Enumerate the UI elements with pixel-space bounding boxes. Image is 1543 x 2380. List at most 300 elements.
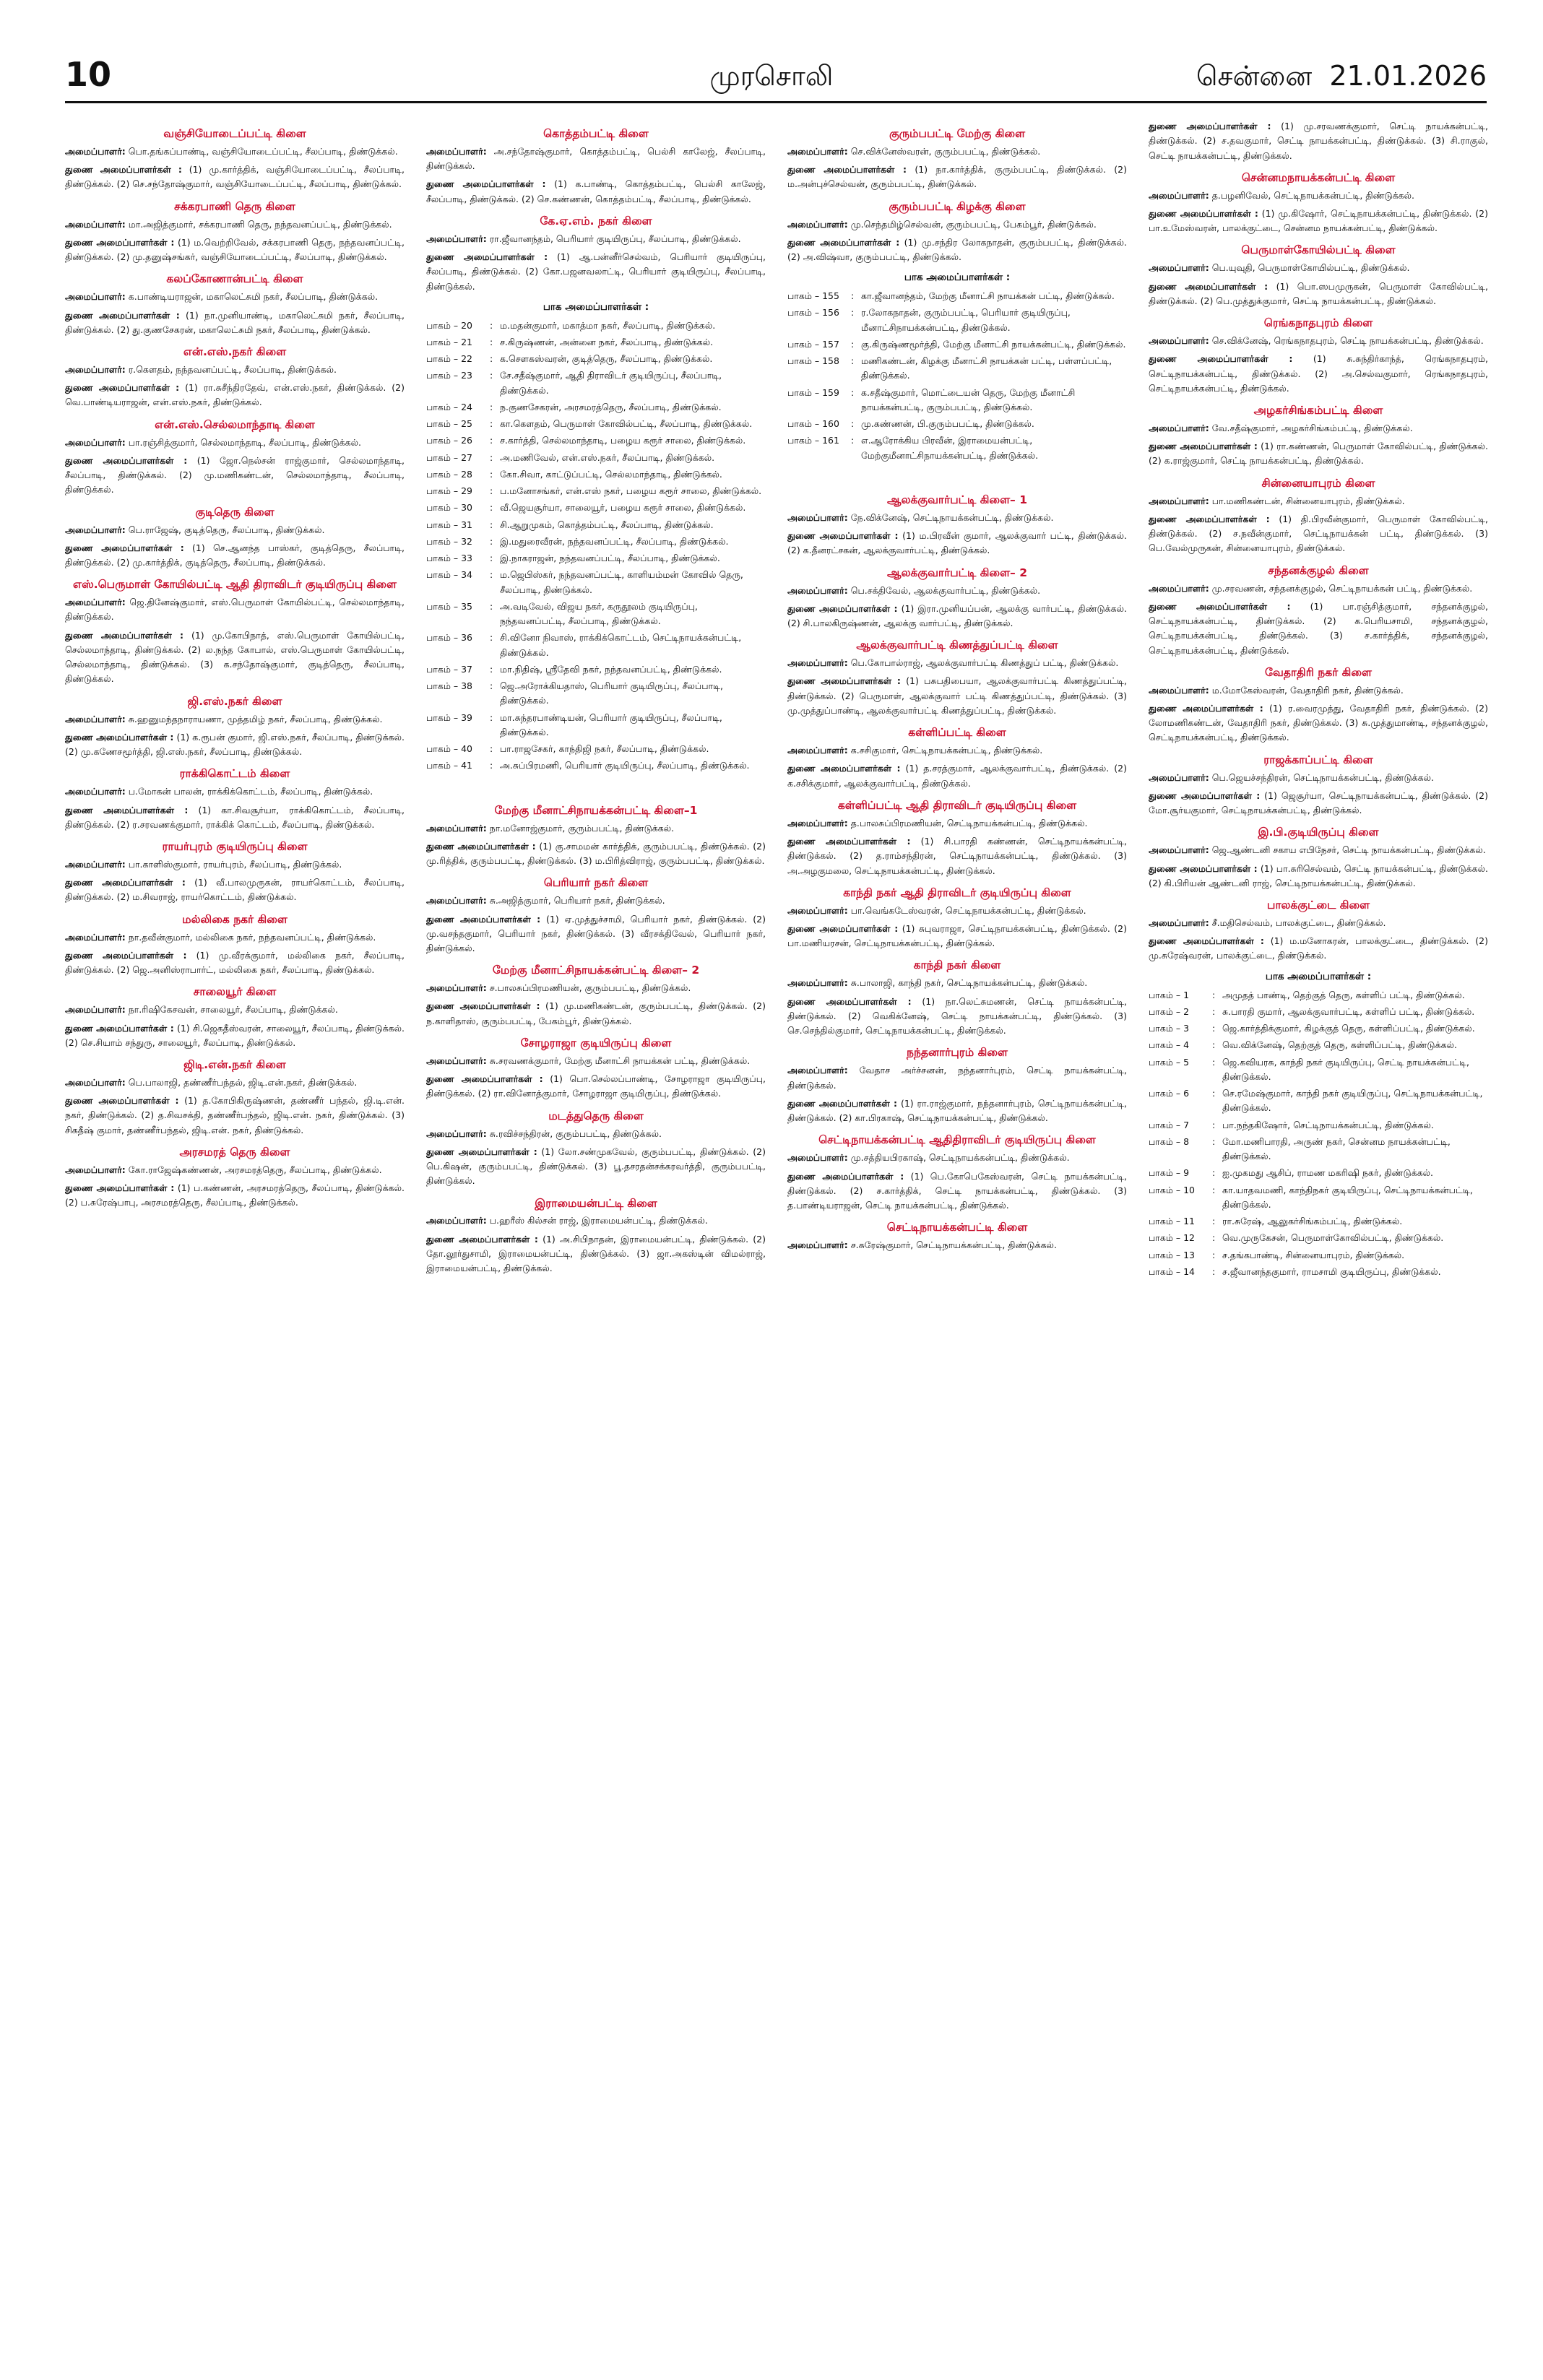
booth-number: பாகம் – 23: [426, 370, 472, 381]
deputy-organisers-label: துணை அமைப்பாளர்கள் :: [1149, 862, 1258, 874]
booth-colon: :: [490, 743, 493, 755]
organiser-label: அமைப்பாளர்:: [65, 1164, 126, 1175]
deputy-organisers-entry: [1149, 352, 1488, 396]
booth-organiser: கா.யாதவமணி, காந்திநகர் குடியிருப்பு, செட்டிநாயக்கன்பட்டி, திண்டுக்கல்.: [1222, 1184, 1473, 1210]
booth-colon: :: [490, 451, 493, 463]
organiser-name: அ.சந்தோஷ்குமார், கொத்தம்பட்டி, பெல்சி காலேஜ், சீலப்பாடி, திண்டுக்கல்.: [426, 145, 766, 172]
booth-colon: :: [490, 553, 493, 564]
deputy-organisers-entry: [426, 1232, 766, 1276]
booth-organiser: கா.ஜீவானந்தம், மேற்கு மீனாட்சி நாயக்கன் பட்டி, திண்டுக்கல்.: [861, 290, 1115, 302]
organiser-entry: [1149, 771, 1488, 785]
booth-organiser: ரா.சுரேஷ், ஆலுகர்சிங்கம்பட்டி, திண்டுக்கல்.: [1222, 1216, 1403, 1227]
deputy-organisers-label: துணை அமைப்பாளர்கள் :: [426, 1146, 537, 1157]
booth-row: [1149, 1021, 1488, 1036]
deputy-organisers-label: துணை அமைப்பாளர்கள் :: [1149, 121, 1271, 131]
deputy-organisers-names: (1) ர.வைரமுத்து, வேதாதிரி நகர், திண்டுக்கல். (2) லோமணிகண்டன், வேதாதிரி நகர், திண்டுக்கல். (3) சு.முத்துமாண்டி, சந்தனக்குழல், செட்டிநாயக்கன்பட்டி, திண்டுக்கல்.: [1149, 702, 1488, 743]
branch-title: மல்லிகை நகர் கிளை: [182, 912, 288, 926]
deputy-organisers-label: துணை அமைப்பாளர்கள் :: [787, 1170, 904, 1182]
booth-number: பாகம் – 38: [426, 680, 472, 692]
branch-section: [787, 199, 1127, 265]
deputy-organisers-names: (1) த.கோபிகிருஷ்ணன், தண்ணீர் பந்தல், ஜி.டி.என். நகர், திண்டுக்கல். (2) த.சிவசக்தி, தண்ணீர்பந்தல், ஜிடி.என். நகர், திண்டுக்கல். (3) சிகதீஷ் குமார், தண்ணீர்பந்தல், ஜிடி.என். நகர், திண்டுக்கல்.: [65, 1095, 405, 1135]
deputy-organisers-label: துணை அமைப்பாளர்கள் :: [65, 382, 180, 394]
deputy-organisers-label: துணை அமைப்பாளர்கள் :: [65, 542, 184, 553]
booth-number: பாகம் – 11: [1149, 1216, 1195, 1227]
booth-organiser: ஜெ.அரோக்கியதாஸ், பெரியார் குடியிருப்பு, சீலப்பாடி, திண்டுக்கல்.: [500, 680, 723, 706]
organiser-entry: [65, 784, 405, 799]
branch-title: கொத்தம்பட்டி கிளை: [543, 127, 649, 140]
booth-organiser: கு.கிருஷ்ணமூர்த்தி, மேற்கு மீனாட்சி நாயக்கன்பட்டி, திண்டுக்கல்.: [861, 338, 1126, 350]
deputy-organisers-entry: [1149, 789, 1488, 818]
booth-number: பாகம் – 40: [426, 743, 472, 755]
deputy-organisers-names: (1) க.ரூபன் குமார், ஜி.எஸ்.நகர், சீலப்பாடி, திண்டுக்கல். (2) மு.கணேசமூர்த்தி, ஜி.எஸ்.நகர், சீலப்பாடி, திண்டுக்கல்.: [65, 731, 405, 758]
booth-organiser: மணிகண்டன், கிழக்கு மீனாட்சி நாயக்கன் பட்டி, பள்ளப்பட்டி, திண்டுக்கல்.: [861, 355, 1112, 381]
organiser-label: அமைப்பாளர்:: [65, 218, 126, 230]
booth-row: [787, 289, 1127, 303]
booth-colon: :: [490, 370, 493, 381]
deputy-organisers-names: (1) தி.பிரவீன்குமார், பெருமாள் கோவில்பட்டி, திண்டுக்கல். (2) ச.நவீன்குமார், செட்டிநாயக்கன் பட்டி, திண்டுக்கல். (3) பெ.வேல்முருகன், சின்னையாபுரம், திண்டுக்கல்.: [1149, 513, 1488, 554]
organiser-label: அமைப்பாளர்:: [787, 584, 848, 596]
booth-number: பாகம் – 37: [426, 663, 472, 675]
booth-colon: :: [851, 290, 855, 302]
branch-title: கள்ளிப்பட்டி கிளை: [908, 726, 1006, 740]
organiser-name: க.பாண்டியராஜன், மகாலெட்சுமி நகர், சீலப்பாடி, திண்டுக்கல்.: [128, 291, 379, 303]
deputy-organisers-entry: [1149, 862, 1488, 891]
deputy-organisers-entry: [426, 1145, 766, 1189]
organiser-entry: [426, 893, 766, 908]
booth-number: பாகம் – 2: [1149, 1005, 1190, 1017]
booth-number: பாகம் – 10: [1149, 1184, 1195, 1195]
deputy-organisers-label: துணை அமைப்பாளர்கள் :: [65, 309, 180, 321]
deputy-organisers-names: (1) மு.சரவணக்குமார், செட்டி நாயக்கன்பட்டி, திண்டுக்கல். (2) ச.தவகுமார், செட்டி நாயக்கன்பட்டி, திண்டுக்கல். (3) சி.ராகுல், செட்டி நாயக்கன்பட்டி, திண்டுக்கல்.: [1149, 121, 1488, 161]
branch-title: கள்ளிப்பட்டி ஆதி திராவிடர் குடியிருப்பு கிளை: [837, 798, 1077, 812]
branch-section: [426, 875, 766, 956]
deputy-organisers-entry: [787, 235, 1127, 265]
booth-number: பாகம் – 25: [426, 418, 472, 430]
organiser-entry: [787, 976, 1127, 990]
deputy-organisers-entry: [1149, 280, 1488, 309]
booth-organiser: சே.சதீஷ்குமார், ஆதி திராவிடர் குடியிருப்பு, சீலப்பாடி, திண்டுக்கல்.: [500, 370, 722, 396]
organiser-name: வே.சதீஷ்குமார், அழகர்சிங்கம்பட்டி, திண்டுக்கல்.: [1211, 422, 1413, 433]
booth-number: பாகம் – 22: [426, 353, 472, 365]
booth-row: [1149, 1005, 1488, 1019]
branch-title: ராக்கிகொட்டம் கிளை: [179, 767, 290, 781]
deputy-organisers-names: (1) பசுபதிபையா, ஆலக்குவார்பட்டி கிணத்துப்பட்டி, திண்டுக்கல். (2) பெருமாள், ஆலக்குவார் பட்டி கிணத்துப்பட்டி, திண்டுக்கல். (3) மு.முத்துப்பாண்டி, ஆலக்குவார்பட்டி கிணத்துப்பட்டி, திண்டுக்கல்.: [787, 675, 1127, 716]
booth-colon: :: [490, 468, 493, 480]
branch-title: வஞ்சியோடைப்பட்டி கிளை: [163, 127, 306, 140]
booth-organiser: ம.மதன்குமார், மகாத்மா நகர், சீலப்பாடி, திண்டுக்கல்.: [500, 319, 716, 331]
branch-title: அரசமரத் தெரு கிளை: [179, 1145, 290, 1159]
booth-organiser: மோ.மணிபாரதி, அருண் நகர், சென்னம நாயக்கன்பட்டி, திண்டுக்கல்.: [1222, 1135, 1451, 1162]
branch-section: [65, 839, 405, 905]
booth-number: பாகம் – 33: [426, 553, 472, 564]
branch-title: சின்னையாபுரம் கிளை: [1261, 476, 1375, 490]
organiser-label: அமைப்பாளர்:: [65, 858, 126, 870]
branch-section: [787, 566, 1127, 631]
organiser-name: செ.விக்னேஷ், ரெங்கநாதபுரம், செட்டி நாயக்கன்பட்டி, திண்டுக்கல்.: [1211, 335, 1484, 347]
booth-row: [426, 501, 766, 515]
booth-colon: :: [1212, 1039, 1216, 1051]
deputy-organisers-label: துணை அமைப்பாளர்கள் :: [65, 164, 182, 176]
deputy-organisers-label: துணை அமைப்பாளர்கள் :: [787, 763, 901, 774]
organiser-name: நா.ரிஷிகேசவன், சாலையூர், சீலப்பாடி, திண்டுக்கல்.: [128, 1004, 338, 1016]
booth-organiser: சி.வினோ நிவாஸ், ராக்கிக்கொட்டம், செட்டிநாயக்கன்பட்டி, திண்டுக்கல்.: [500, 632, 742, 658]
branch-section: [65, 199, 405, 265]
booth-organiser: சி.ஆறுமுகம், கொத்தம்பட்டி, சீலப்பாடி, திண்டுக்கல்.: [500, 519, 714, 530]
booth-row: [1149, 1038, 1488, 1052]
branch-title: நந்தனார்புரம் கிளை: [907, 1046, 1008, 1060]
deputy-organisers-names: (1) பா.ரஞ்சித்குமார், சந்தனக்குழல், செட்டிநாயக்கன்பட்டி, திண்டுக்கல். (2) க.பெரியசாமி, சந்தனக்குழல், செட்டிநாயக்கன்பட்டி, திண்டுக்கல். (3) ச.கார்த்திக், சந்தனக்குழல், செட்டிநாயக்கன்பட்டி, திண்டுக்கல்.: [1149, 600, 1488, 656]
organiser-entry: [65, 436, 405, 450]
branch-title: எஸ்.பெருமாள் கோயில்பட்டி ஆதி திராவிடர் குடியிருப்பு கிளை: [72, 578, 397, 592]
booth-row: [426, 352, 766, 366]
booth-number: பாகம் – 24: [426, 401, 472, 412]
booth-row: [426, 758, 766, 773]
deputy-organisers-label: துணை அமைப்பாளர்கள் :: [787, 530, 899, 542]
organiser-name: பா.ரஞ்சித்குமார், செல்லமாந்தாடி, சீலப்பாடி, திண்டுக்கல்.: [128, 436, 361, 448]
city: சென்னை: [1196, 60, 1313, 92]
branch-title: ஜிடி.என்.நகர் கிளை: [183, 1058, 286, 1072]
organiser-name: கோ.ராஜேஷ்கண்ணன், அரசமரத்தெரு, சீலப்பாடி, திண்டுக்கல்.: [128, 1164, 382, 1175]
branch-title: சந்தனக்குழல் கிளை: [1268, 563, 1369, 577]
booth-colon: :: [490, 519, 493, 530]
booth-row: [426, 335, 766, 350]
deputy-organisers-entry: [787, 922, 1127, 951]
branch-title: மேற்கு மீனாட்சிநாயக்கன்பட்டி கிளை– 2: [492, 964, 700, 977]
booth-colon: :: [490, 711, 493, 723]
organiser-name: சு.சரவணக்குமார், மேற்கு மீனாட்சி நாயக்கன் பட்டி, திண்டுக்கல்.: [489, 1055, 751, 1066]
organiser-name: சு.ரவிச்சந்திரன், குரும்பபட்டி, திண்டுக்கல்.: [489, 1128, 662, 1139]
organiser-entry: [65, 144, 405, 159]
organiser-label: அமைப்பாளர்:: [426, 982, 487, 994]
deputy-organisers-names: (1) நா.கார்த்திக், குரும்பபட்டி, திண்டுக்கல். (2) ம.அன்புச்செல்வன், குரும்பபட்டி, திண்டுக்கல்.: [787, 164, 1127, 190]
deputy-organisers-label: துணை அமைப்பாளர்கள் :: [1149, 600, 1291, 612]
booth-row: [426, 568, 766, 597]
booth-row: [426, 417, 766, 431]
booth-colon: :: [851, 418, 855, 430]
organiser-name: மு.சரவணன், சந்தனக்குழல், செட்டிநாயக்கன் பட்டி, திண்டுக்கல்.: [1211, 582, 1473, 594]
booth-row: [426, 518, 766, 532]
booth-organiser: க.சதீஷ்குமார், மொட்டையன் தெரு, மேற்கு மீனாட்சி நாயக்கன்பட்டி, குரும்பபட்டி, திண்டுக்கல்.: [861, 386, 1076, 412]
organiser-name: ம.மோகேஸ்வரன், வேதாதிரி நகர், திண்டுக்கல்.: [1211, 684, 1404, 696]
booth-row: [426, 451, 766, 465]
booth-number: பாகம் – 39: [426, 711, 472, 723]
deputy-organisers-entry: [65, 163, 405, 192]
branch-section: [65, 126, 405, 192]
organiser-entry: [1149, 494, 1488, 509]
deputy-organisers-entry: [787, 529, 1127, 558]
page-number: 10: [65, 55, 112, 94]
booth-colon: :: [1212, 1056, 1216, 1068]
booth-row: [426, 368, 766, 398]
deputy-organisers-names: (1) ஜெசூர்யா, செட்டிநாயக்கன்பட்டி, திண்டுக்கல். (2) மோ.சூர்யகுமார், செட்டிநாயக்கன்பட்டி, திண்டுக்கல்.: [1149, 789, 1488, 816]
booth-number: பாகம் – 7: [1149, 1119, 1190, 1130]
booth-number: பாகம் – 26: [426, 435, 472, 446]
masthead: [0, 0, 1543, 108]
branch-title: குடிதெரு கிளை: [195, 505, 275, 519]
deputy-organisers-label: துணை அமைப்பாளர்கள் :: [787, 675, 901, 687]
deputy-organisers-entry: [65, 308, 405, 338]
deputy-organisers-names: (1) ஜோ.நெல்சன் ராஜ்குமார், செல்லமாந்தாடி, சீலப்பாடி, திண்டுக்கல். (2) மு.மணிகண்டன், செல்லமாந்தாடி, சீலப்பாடி, திண்டுக்கல்.: [65, 454, 405, 496]
deputy-organisers-names: (1) சு.சுந்திர்காந்த், ரெங்கநாதபுரம், செட்டிநாயக்கன்பட்டி, திண்டுக்கல். (2) அ.செல்வகுமார், ரெங்கநாதபுரம், செட்டிநாயக்கன்பட்டி, திண்டுக்கல்.: [1149, 353, 1488, 394]
deputy-organisers-label: துணை அமைப்பாளர்கள் :: [1149, 280, 1268, 292]
date: 21.01.2026: [1329, 60, 1487, 92]
booth-row: [787, 386, 1127, 415]
deputy-organisers-entry: [65, 235, 405, 265]
deputy-organisers-label: துணை அமைப்பாளர்கள் :: [787, 602, 898, 614]
branch-section: [787, 126, 1127, 192]
organiser-name: பெ.சக்திவேல், ஆலக்குவார்பட்டி, திண்டுக்கல்.: [850, 584, 1041, 596]
deputy-organisers-entry: [1149, 600, 1488, 658]
booth-organiser: அ.சுப்பிரமணி, பெரியார் குடியிருப்பு, சீலப்பாடி, திண்டுக்கல்.: [500, 760, 750, 771]
booth-number: பாகம் – 31: [426, 519, 472, 530]
deputy-organisers-label: துணை அமைப்பாளர்கள் :: [426, 251, 548, 263]
booth-row: [1149, 1265, 1488, 1279]
deputy-organisers-label: துணை அமைப்பாளர்கள் :: [1149, 353, 1293, 365]
booth-number: பாகம் – 36: [426, 632, 472, 644]
deputy-organisers-label: துணை அமைப்பாளர்கள் :: [65, 236, 175, 248]
booth-row: [426, 484, 766, 498]
booth-number: பாகம் – 8: [1149, 1135, 1190, 1147]
deputy-organisers-label: துணை அமைப்பாளர்கள் :: [426, 913, 541, 925]
deputy-organisers-names: (1) பொ.செல்லப்பாண்டி, சோழராஜா குடியிருப்பு, திண்டுக்கல். (2) ரா.வினோத்குமார், சோழராஜா குடியிருப்பு, திண்டுக்கல்.: [426, 1073, 766, 1099]
branch-section: [787, 1220, 1127, 1252]
booth-row: [1149, 1231, 1488, 1245]
deputy-organisers-names: (1) இரா.முனியப்பன், ஆலக்கு வார்பட்டி, திண்டுக்கல். (2) சி.பாலகிருஷ்ணன், ஆலக்கு வார்பட்டி, திண்டுக்கல்.: [787, 602, 1127, 629]
deputy-organisers-names: (1) ம.மனோகரன், பாலக்குட்டை, திண்டுக்கல். (2) மு.சுரேஷ்வரன், பாலக்குட்டை, திண்டுக்கல்.: [1149, 935, 1488, 961]
booth-row: [426, 433, 766, 448]
booth-organisers-heading: பாக அமைப்பாளர்கள் :: [1265, 970, 1372, 982]
booth-organiser: ஜெ.கவியரசு, காந்தி நகர் குடியிருப்பு, செட்டி நாயக்கன்பட்டி, திண்டுக்கல்.: [1222, 1056, 1469, 1082]
booth-organiser: அ.வடிவேல், விஜய நகர், கருதூலம் குடியிருப்பு, நந்தவனப்பட்டி, சீலப்பாடி, திண்டுக்கல்.: [500, 600, 698, 627]
booth-row: [787, 433, 1127, 463]
branch-title: ஆலக்குவார்பட்டி கிளை– 1: [887, 493, 1027, 506]
organiser-entry: [1149, 683, 1488, 698]
booth-organiser: ச.ஜீவானந்தகுமார், ராமசாமி குடியிருப்பு, திண்டுக்கல்.: [1222, 1265, 1441, 1277]
deputy-organisers-entry: [65, 730, 405, 760]
booth-colon: :: [490, 569, 493, 581]
organiser-entry: [65, 290, 405, 304]
organiser-entry: [1149, 421, 1488, 436]
booth-row: [1149, 1135, 1488, 1164]
organiser-label: அமைப்பாளர்:: [426, 233, 487, 244]
organiser-entry: [65, 217, 405, 232]
deputy-organisers-entry: [1149, 119, 1488, 163]
booth-number: பாகம் – 27: [426, 451, 472, 463]
column-4: [1149, 119, 1488, 2362]
booth-colon: :: [1212, 1119, 1216, 1130]
organiser-entry: [426, 144, 766, 174]
organiser-entry: [426, 1213, 766, 1228]
branch-section: [1149, 665, 1488, 745]
deputy-organisers-label: துணை அமைப்பாளர்கள் :: [1149, 789, 1261, 801]
booth-number: பாகம் – 157: [787, 338, 839, 350]
organiser-label: அமைப்பாளர்:: [426, 1055, 487, 1066]
branch-title: மடத்துதெரு கிளை: [548, 1109, 644, 1122]
deputy-organisers-label: துணை அமைப்பாளர்கள் :: [65, 949, 187, 961]
organiser-label: அமைப்பாளர்:: [1149, 422, 1209, 433]
organiser-label: அமைப்பாளர்:: [787, 745, 848, 756]
booth-organiser: சு.பாரதி குமார், ஆலக்குவார்பட்டி, கள்ளிப் பட்டி, திண்டுக்கல்.: [1222, 1005, 1475, 1017]
organiser-label: அமைப்பாளர்:: [787, 511, 848, 523]
booth-organiser: மு.கண்ணன், பி.குரும்பபட்டி, திண்டுக்கல்.: [861, 418, 1034, 430]
deputy-organisers-label: துணை அமைப்பாளர்கள் :: [65, 454, 188, 466]
deputy-organisers-names: (1) சுபுவராஜா, செட்டிநாயக்கன்பட்டி, திண்டுக்கல். (2) பா.மணியரசன், செட்டிநாயக்கன்பட்டி, திண்டுக்கல்.: [787, 922, 1127, 949]
deputy-organisers-label: துணை அமைப்பாளர்கள் :: [65, 877, 186, 888]
deputy-organisers-names: (1) லோ.சண்முகவேல், குரும்பபட்டி, திண்டுக்கல். (2) பெ.கிஷன், குரும்பபட்டி, திண்டுக்கல். (3) பூ.தசரதன்சக்கரவர்த்தி, குரும்பபட்டி, திண்டுக்கல்.: [426, 1146, 766, 1187]
deputy-organisers-names: (1) சி.ஜெகதீஸ்வரன், சாலையூர், சீலப்பாடி, திண்டுக்கல். (2) செ.சியாம் சந்துரு, சாலையூர், சீலப்பாடி, திண்டுக்கல்.: [65, 1022, 405, 1048]
organiser-entry: [1149, 189, 1488, 203]
booth-colon: :: [851, 435, 855, 446]
branch-section: [1149, 243, 1488, 308]
booth-colon: :: [851, 386, 855, 398]
booth-colon: :: [490, 485, 493, 497]
branch-title: சக்கரபாணி தெரு கிளை: [174, 199, 295, 213]
booth-number: பாகம் – 9: [1149, 1167, 1190, 1179]
booth-number: பாகம் – 13: [1149, 1249, 1195, 1260]
branch-title: பாலக்குட்டை கிளை: [1266, 899, 1370, 912]
organiser-entry: [65, 1163, 405, 1177]
column-1: [65, 119, 405, 2362]
organiser-name: நே.விக்னேஷ், செட்டிநாயக்கன்பட்டி, திண்டுக்கல்.: [850, 511, 1054, 523]
organiser-entry: [65, 712, 405, 727]
branch-title: மேற்கு மீனாட்சிநாயக்கன்பட்டி கிளை–1: [494, 803, 698, 817]
booth-number: பாகம் – 21: [426, 336, 472, 347]
organiser-entry: [65, 1076, 405, 1090]
booth-number: பாகம் – 28: [426, 468, 472, 480]
booth-colon: :: [1212, 1216, 1216, 1227]
booth-row: [426, 662, 766, 677]
booth-colon: :: [490, 535, 493, 547]
organiser-label: அமைப்பாளர்:: [426, 1215, 487, 1226]
organiser-name: பா.மணிகண்டன், சின்னையாபுரம், திண்டுக்கல்.: [1211, 495, 1405, 506]
booth-number: பாகம் – 32: [426, 535, 472, 547]
organiser-label: அமைப்பாளர்:: [1149, 771, 1209, 783]
organiser-name: பொ.தங்கப்பாண்டி, வஞ்சியோடைப்பட்டி, சீலப்பாடி, திண்டுக்கல்.: [128, 145, 398, 157]
booth-number: பாகம் – 161: [787, 435, 839, 446]
booth-colon: :: [490, 680, 493, 692]
columns: [65, 119, 1488, 2362]
organiser-name: சு.பாலாஜி, காந்தி நகர், செட்டிநாயக்கன்பட்டி, திண்டுக்கல்.: [850, 977, 1088, 989]
organiser-label: அமைப்பாளர்:: [787, 1152, 848, 1164]
organiser-name: சு.அஜித்குமார், பெரியார் நகர், திண்டுக்கல்.: [489, 895, 665, 906]
deputy-organisers-label: துணை அமைப்பாளர்கள் :: [426, 840, 536, 852]
organiser-entry: [787, 1063, 1127, 1093]
branch-section: [426, 1036, 766, 1102]
deputy-organisers-entry: [787, 602, 1127, 631]
organiser-name: வேதாச அர்ச்சனன், நந்தனார்புரம், செட்டி நாயக்கன்பட்டி, திண்டுக்கல்.: [787, 1065, 1127, 1091]
branch-section: [426, 803, 766, 869]
branch-section: [787, 638, 1127, 718]
organiser-label: அமைப்பாளர்:: [65, 145, 126, 157]
deputy-organisers-entry: [1149, 701, 1488, 745]
organiser-entry: [787, 904, 1127, 918]
deputy-organisers-entry: [1149, 934, 1488, 964]
branch-title: அழகர்சிங்கம்பட்டி கிளை: [1253, 404, 1383, 417]
deputy-organisers-label: துணை அமைப்பாளர்கள் :: [65, 629, 184, 641]
booth-row: [1149, 1214, 1488, 1229]
booth-list: [1149, 988, 1488, 1280]
deputy-organisers-names: (1) மு.மணிகண்டன், குரும்பபட்டி, திண்டுக்கல். (2) ந.காளிதாஸ், குரும்பபட்டி, பேகம்பூர், திண்டுக்கல்.: [426, 1000, 766, 1026]
branch-title: குரும்பபட்டி மேற்கு கிளை: [889, 127, 1026, 140]
organiser-entry: [787, 656, 1127, 670]
deputy-organisers-names: (1) ப.கண்ணன், அரசமரத்தெரு, சீலப்பாடி, திண்டுக்கல். (2) ப.சுரேஷ்பாபு, அரசமரத்தெரு, சீலப்பாடி, திண்டுக்கல்.: [65, 1182, 405, 1208]
organiser-label: அமைப்பாளர்:: [426, 145, 487, 157]
organiser-label: அமைப்பாளர்:: [787, 145, 848, 157]
organiser-name: ச.பாலசுப்பிரமணியன், குரும்பபட்டி, திண்டுக்கல்.: [489, 982, 691, 994]
booth-organiser: வெ.முருகேசன், பெருமாள்கோவில்பட்டி, திண்டுக்கல்.: [1222, 1232, 1444, 1244]
booth-row: [1149, 1118, 1488, 1133]
organiser-entry: [787, 217, 1127, 232]
deputy-organisers-label: துணை அமைப்பாளர்கள் :: [1149, 207, 1258, 219]
organiser-name: பா.வெங்கடேஸ்வரன், செட்டிநாயக்கன்பட்டி, திண்டுக்கல்.: [850, 904, 1086, 916]
branch-section: [65, 577, 405, 686]
organiser-name: ச.சுரேஷ்குமார், செட்டிநாயக்கன்பட்டி, திண்டுக்கல்.: [850, 1239, 1057, 1251]
organiser-entry: [1149, 261, 1488, 275]
branch-section: [787, 958, 1127, 1038]
organiser-label: அமைப்பாளர்:: [1149, 495, 1209, 506]
deputy-organisers-entry: [426, 177, 766, 207]
deputy-organisers-entry: [787, 834, 1127, 878]
booth-colon: :: [1212, 1167, 1216, 1179]
booth-row: [787, 337, 1127, 352]
branch-section: [787, 886, 1127, 951]
organiser-name: ஜெ.தினேஷ்குமார், எஸ்.பெருமாள் கோயில்பட்டி, செல்லமாந்தாடி, திண்டுக்கல்.: [65, 597, 405, 623]
deputy-organisers-names: (1) மு.கோபிநாத், எஸ்.பெருமாள் கோயில்பட்டி, செல்லமாந்தாடி, திண்டுக்கல். (2) ல.நந்த கோபால், எஸ்.பெருமாள் கோயில்பட்டி, செல்லமாந்தாடி, திண்டுக்கல். (3) க.சந்தோஷ்குமார், குடித்தெரு, சீலப்பாடி, திண்டுக்கல்.: [65, 629, 405, 685]
organiser-name: நா.தவீன்குமார், மல்லிகை நகர், நந்தவனப்பட்டி, திண்டுக்கல்.: [128, 931, 376, 943]
branch-title: காந்தி நகர் கிளை: [913, 959, 1001, 972]
column-3: [787, 119, 1127, 2362]
deputy-organisers-label: துணை அமைப்பாளர்கள் :: [1149, 513, 1270, 524]
branch-section: [1149, 119, 1488, 163]
organiser-entry: [426, 232, 766, 246]
organiser-name: மு.செந்தமிழ்செல்வன், குரும்பபட்டி, பேகம்பூர், திண்டுக்கல்.: [850, 218, 1097, 230]
organiser-label: அமைப்பாளர்:: [426, 895, 487, 906]
organiser-name: ப.ஹரீஸ் கில்சன் ராஜ், இராமையன்பட்டி, திண்டுக்கல்.: [489, 1215, 708, 1226]
booth-organiser: ர.லோகநாதன், குரும்பபட்டி, பெரியார் குடியிருப்பு, மீனாட்சிநாயக்கன்பட்டி, திண்டுக்கல்.: [861, 307, 1071, 333]
deputy-organisers-entry: [787, 995, 1127, 1039]
booth-colon: :: [851, 355, 855, 367]
branch-title: இராமையன்பட்டி கிளை: [535, 1196, 657, 1210]
organiser-name: நா.மனோஜ்குமார், குரும்பபட்டி, திண்டுக்கல்.: [489, 822, 675, 834]
branch-section: [1149, 170, 1488, 236]
booth-number: பாகம் – 160: [787, 418, 839, 430]
branch-title: ஆலக்குவார்பட்டி கிளை– 2: [887, 566, 1027, 579]
booth-row: [426, 600, 766, 629]
dateline: [1196, 62, 1487, 90]
booth-row: [787, 306, 1127, 335]
booth-organiser: ச.தங்கபாண்டி, சின்னையாபுரம், திண்டுக்கல்.: [1222, 1249, 1405, 1260]
branch-section: [1149, 563, 1488, 658]
deputy-organisers-names: (1) மு.சந்திர லோகநாதன், குரும்பபட்டி, திண்டுக்கல். (2) அ.விஷ்வா, குரும்பபட்டி, திண்டுக்கல்.: [787, 236, 1127, 263]
organiser-label: அமைப்பாளர்:: [1149, 262, 1209, 274]
branch-title: ராயர்புரம் குடியிருப்பு கிளை: [162, 840, 308, 854]
booth-organiser: மா.நிதிஷ், ஸ்ரீதேவி நகர், நந்தவனப்பட்டி, திண்டுக்கல்.: [500, 663, 722, 675]
branch-title: பெரியார் நகர் கிளை: [543, 876, 649, 890]
booth-number: பாகம் – 159: [787, 386, 839, 398]
branch-section: [65, 912, 405, 978]
branch-section: [65, 694, 405, 760]
organiser-label: அமைப்பாளர்:: [65, 1004, 126, 1016]
branch-title: என்.எஸ்.செல்லமாந்தாடி கிளை: [155, 417, 315, 431]
organiser-entry: [1149, 581, 1488, 596]
deputy-organisers-entry: [65, 628, 405, 687]
organiser-name: பெ.ஜெயச்சந்திரன், செட்டிநாயக்கன்பட்டி, திண்டுக்கல்.: [1211, 771, 1434, 783]
booth-organiser: ந.குணசேகரன், அரசமரத்தெரு, சீலப்பாடி, திண்டுக்கல்.: [500, 401, 722, 412]
branch-section: [787, 798, 1127, 878]
deputy-organisers-entry: [65, 1094, 405, 1138]
organiser-label: அமைப்பாளர்:: [787, 817, 848, 828]
organiser-name: செ.விக்னேஸ்வரன், குரும்பபட்டி, திண்டுக்கல்.: [850, 145, 1041, 157]
